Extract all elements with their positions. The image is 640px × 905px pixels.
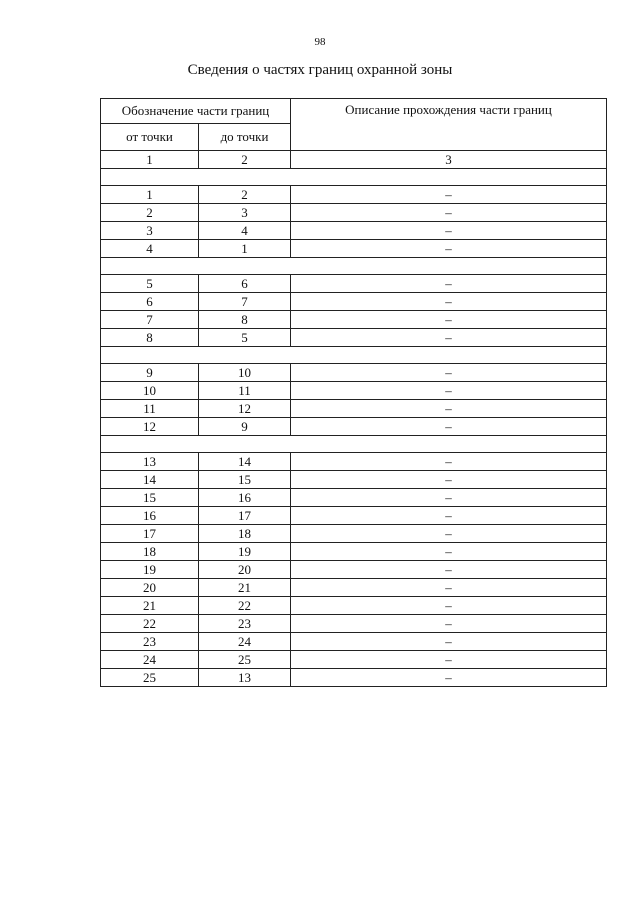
header-boundary-designation: Обозначение части границ	[101, 99, 291, 124]
from-point-cell: 18	[101, 543, 199, 561]
to-point-cell: 20	[199, 561, 291, 579]
to-point-cell: 15	[199, 471, 291, 489]
table-row	[101, 669, 607, 687]
to-point-cell: 3	[199, 204, 291, 222]
description-cell: –	[291, 633, 607, 651]
to-point-cell: 14	[199, 453, 291, 471]
to-point-cell: 21	[199, 579, 291, 597]
table-row	[101, 651, 607, 669]
to-point-cell: 8	[199, 311, 291, 329]
table-row	[101, 364, 607, 382]
header-boundary-description: Описание прохождения части границ	[291, 99, 607, 151]
table-row	[101, 453, 607, 471]
description-cell: –	[291, 400, 607, 418]
description-cell: –	[291, 615, 607, 633]
description-cell: –	[291, 651, 607, 669]
to-point-cell: 16	[199, 489, 291, 507]
group-separator-row	[101, 347, 607, 364]
description-cell: –	[291, 329, 607, 347]
document-title: Сведения о частях границ охранной зоны	[187, 62, 453, 78]
from-point-cell: 20	[101, 579, 199, 597]
description-cell: –	[291, 311, 607, 329]
to-point-cell: 11	[199, 382, 291, 400]
from-point-cell: 25	[101, 669, 199, 687]
description-cell: –	[291, 293, 607, 311]
from-point-cell: 19	[101, 561, 199, 579]
to-point-cell: 4	[199, 222, 291, 240]
from-point-cell: 12	[101, 418, 199, 436]
group-separator-cell	[101, 169, 607, 186]
from-point-cell: 13	[101, 453, 199, 471]
group-separator-row	[101, 436, 607, 453]
description-cell: –	[291, 507, 607, 525]
group-separator-cell	[101, 347, 607, 364]
column-number: 3	[291, 151, 607, 169]
table-row	[101, 222, 607, 240]
description-cell: –	[291, 543, 607, 561]
table-row	[101, 186, 607, 204]
page-number: 98	[314, 36, 326, 48]
description-cell: –	[291, 240, 607, 258]
description-cell: –	[291, 579, 607, 597]
column-number: 2	[199, 151, 291, 169]
from-point-cell: 15	[101, 489, 199, 507]
group-separator-cell	[101, 436, 607, 453]
to-point-cell: 17	[199, 507, 291, 525]
description-cell: –	[291, 597, 607, 615]
description-cell: –	[291, 204, 607, 222]
from-point-cell: 22	[101, 615, 199, 633]
table-row	[101, 615, 607, 633]
table-row	[101, 240, 607, 258]
to-point-cell: 2	[199, 186, 291, 204]
description-cell: –	[291, 222, 607, 240]
table-row	[101, 471, 607, 489]
description-cell: –	[291, 669, 607, 687]
table-row	[101, 561, 607, 579]
table-row	[101, 507, 607, 525]
column-number-row	[101, 151, 607, 169]
to-point-cell: 25	[199, 651, 291, 669]
from-point-cell: 2	[101, 204, 199, 222]
description-cell: –	[291, 382, 607, 400]
from-point-cell: 14	[101, 471, 199, 489]
from-point-cell: 6	[101, 293, 199, 311]
table-row	[101, 400, 607, 418]
from-point-cell: 16	[101, 507, 199, 525]
to-point-cell: 7	[199, 293, 291, 311]
to-point-cell: 10	[199, 364, 291, 382]
table-row	[101, 204, 607, 222]
to-point-cell: 24	[199, 633, 291, 651]
to-point-cell: 1	[199, 240, 291, 258]
to-point-cell: 23	[199, 615, 291, 633]
table-row	[101, 275, 607, 293]
table-row	[101, 293, 607, 311]
from-point-cell: 17	[101, 525, 199, 543]
to-point-cell: 22	[199, 597, 291, 615]
from-point-cell: 9	[101, 364, 199, 382]
to-point-cell: 12	[199, 400, 291, 418]
to-point-cell: 19	[199, 543, 291, 561]
header-from-point: от точки	[101, 124, 199, 151]
table-row	[101, 329, 607, 347]
table-row	[101, 525, 607, 543]
table-row	[101, 543, 607, 561]
table-row	[101, 311, 607, 329]
to-point-cell: 5	[199, 329, 291, 347]
group-separator-row	[101, 258, 607, 275]
table-row	[101, 633, 607, 651]
description-cell: –	[291, 186, 607, 204]
table-row	[101, 597, 607, 615]
to-point-cell: 13	[199, 669, 291, 687]
description-cell: –	[291, 453, 607, 471]
from-point-cell: 8	[101, 329, 199, 347]
description-cell: –	[291, 364, 607, 382]
from-point-cell: 11	[101, 400, 199, 418]
from-point-cell: 4	[101, 240, 199, 258]
description-cell: –	[291, 275, 607, 293]
boundary-parts-table	[100, 98, 607, 687]
description-cell: –	[291, 489, 607, 507]
from-point-cell: 5	[101, 275, 199, 293]
to-point-cell: 6	[199, 275, 291, 293]
from-point-cell: 7	[101, 311, 199, 329]
table-row	[101, 579, 607, 597]
from-point-cell: 21	[101, 597, 199, 615]
from-point-cell: 24	[101, 651, 199, 669]
description-cell: –	[291, 561, 607, 579]
from-point-cell: 3	[101, 222, 199, 240]
header-to-point: до точки	[199, 124, 291, 151]
description-cell: –	[291, 525, 607, 543]
description-cell: –	[291, 418, 607, 436]
from-point-cell: 10	[101, 382, 199, 400]
group-separator-cell	[101, 258, 607, 275]
table-row	[101, 382, 607, 400]
description-cell: –	[291, 471, 607, 489]
from-point-cell: 1	[101, 186, 199, 204]
table-row	[101, 418, 607, 436]
to-point-cell: 18	[199, 525, 291, 543]
column-number: 1	[101, 151, 199, 169]
group-separator-row	[101, 169, 607, 186]
table-row	[101, 489, 607, 507]
to-point-cell: 9	[199, 418, 291, 436]
from-point-cell: 23	[101, 633, 199, 651]
